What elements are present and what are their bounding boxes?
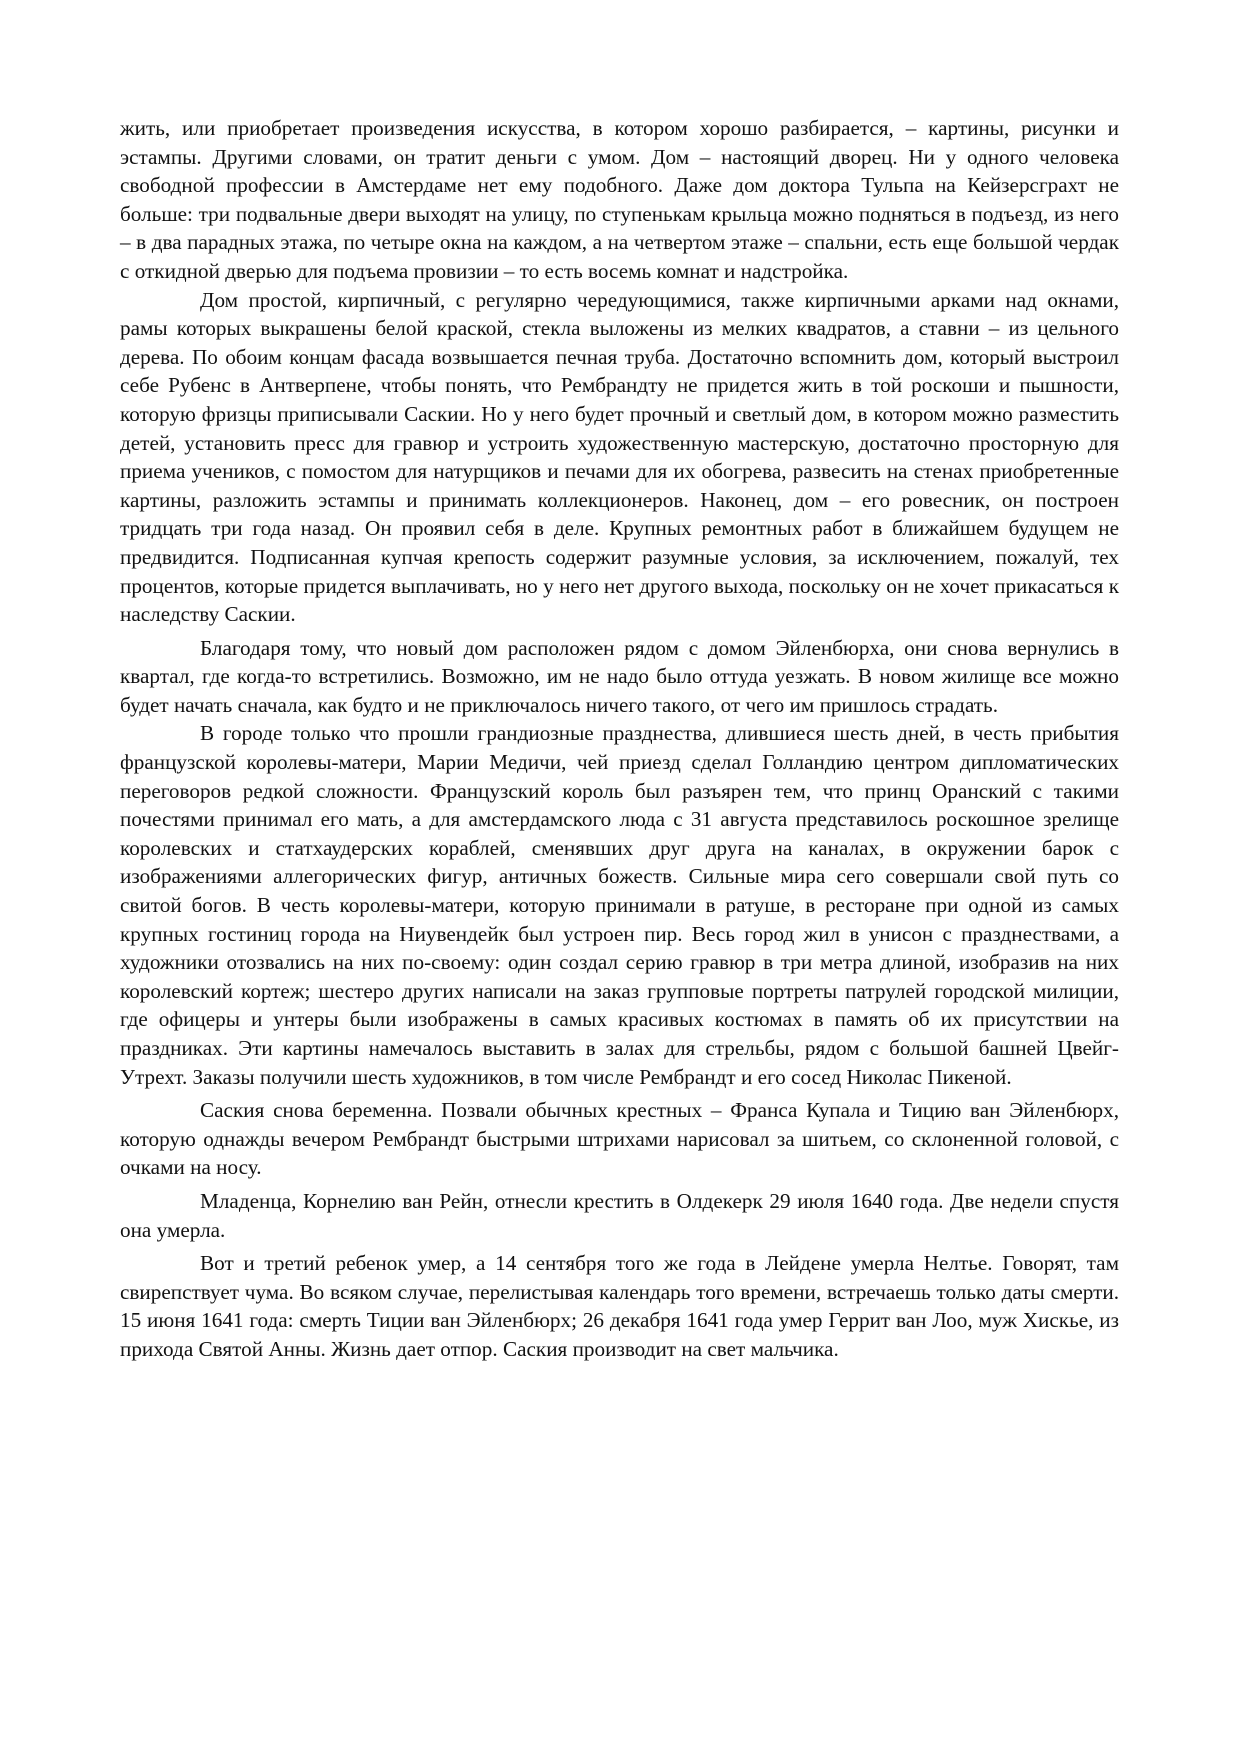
paragraph-3: Благодаря тому, что новый дом расположен рядом с домом Эйленбюрха, они снова вернулись в квартал, где когда-то встретились. Возможно, им не надо было оттуда уезжать. В новом жилище все можно будет начать сначала, как будто и не приключалось ничего такого, от чего им пришлось страдать. <box>120 635 1119 717</box>
paragraph-6: Младенца, Корнелию ван Рейн, отнесли крестить в Олдекерк 29 июля 1640 года. Две недели спустя она умерла. <box>120 1188 1119 1242</box>
paragraph-5: Саския снова беременна. Позвали обычных крестных – Франса Купала и Тицию ван Эйленбюрх, которую однажды вечером Рембрандт быстрыми штрихами нарисовал за шитьем, со склоненной головой, с очками на носу. <box>120 1098 1119 1180</box>
paragraph-2: Дом простой, кирпичный, с регулярно чередующимися, также кирпичными арками над окнами, рамы которых выкрашены белой краской, стекла выложены из мелких квадратов, а ставни – из цельного дерева. По обоим концам фасада возвышается печная труба. Достаточно вспомнить дом, который выстроил себе Рубенс в Антверпене, чтобы понять, что Рембрандту не придется жить в той роскоши и пышности, которую фризцы приписывали Саскии. Но у него будет прочный и светлый дом, в котором можно разместить детей, установить пресс для гравюр и устроить художественную мастерскую, достаточно просторную для приема учеников, с помостом для натурщиков и печами для их обогрева, развесить на стенах приобретенные картины, разложить эстампы и принимать коллекционеров. Наконец, дом – его ровесник, он построен тридцать три года назад. Он проявил себя в деле. Крупных ремонтных работ в ближайшем будущем не предвидится. Подписанная купчая крепость содержит разумные условия, за исключением, пожалуй, тех процентов, которые придется выплачивать, но у него нет другого выхода, поскольку он не хочет прикасаться к наследству Саскии. <box>120 287 1119 627</box>
document-page <box>120 114 1119 1364</box>
paragraph-4: В городе только что прошли грандиозные празднества, длившиеся шесть дней, в честь прибытия французской королевы-матери, Марии Медичи, чей приезд сделал Голландию центром дипломатических переговоров редкой сложности. Французский король был разъярен тем, что принц Оранский с такими почестями принимал его мать, а для амстердамского люда с 31 августа представилось роскошное зрелище королевских и статхаудерских кораблей, сменявших друг друга на каналах, в окружении барок с изображениями аллегорических фигур, античных божеств. Сильные мира сего совершали свой путь со свитой богов. В честь королевы-матери, которую принимали в ратуше, в ресторане при одной из самых крупных гостиниц города на Ниувендейк был устроен пир. Весь город жил в унисон с празднествами, а художники отозвались на них по-своему: один создал серию гравюр в три метра длиной, изобразив на них королевский кортеж; шестеро других написали на заказ групповые портреты патрулей городской милиции, где офицеры и унтеры были изображены в самых красивых костюмах в память об их присутствии на праздниках. Эти картины намечалось выставить в залах для стрельбы, рядом с большой башней Цвейг-Утрехт. Заказы получили шесть художников, в том числе Рембрандт и его сосед Николас Пикеной. <box>120 721 1119 1089</box>
paragraph-7: Вот и третий ребенок умер, а 14 сентября того же года в Лейдене умерла Нелтье. Говорят, там свирепствует чума. Во всяком случае, перелистывая календарь того времени, встречаешь только даты смерти. 15 июня 1641 года: смерть Тиции ван Эйленбюрх; 26 декабря 1641 года умер Геррит ван Лоо, муж Хискье, из прихода Святой Анны. Жизнь дает отпор. Саския производит на свет мальчика. <box>120 1251 1119 1361</box>
paragraph-1: жить, или приобретает произведения искусства, в котором хорошо разбирается, – картины, рисунки и эстампы. Другими словами, он тратит деньги с умом. Дом – настоящий дворец. Ни у одного человека свободной профессии в Амстердаме нет ему подобного. Даже дом доктора Тульпа на Кейзерсграхт не больше: три подвальные двери выходят на улицу, по ступенькам крыльца можно подняться в подъезд, из него – в два парадных этажа, по четыре окна на каждом, а на четвертом этаже – спальни, есть еще большой чердак с откидной дверью для подъема провизии – то есть восемь комнат и надстройка. <box>120 116 1119 283</box>
